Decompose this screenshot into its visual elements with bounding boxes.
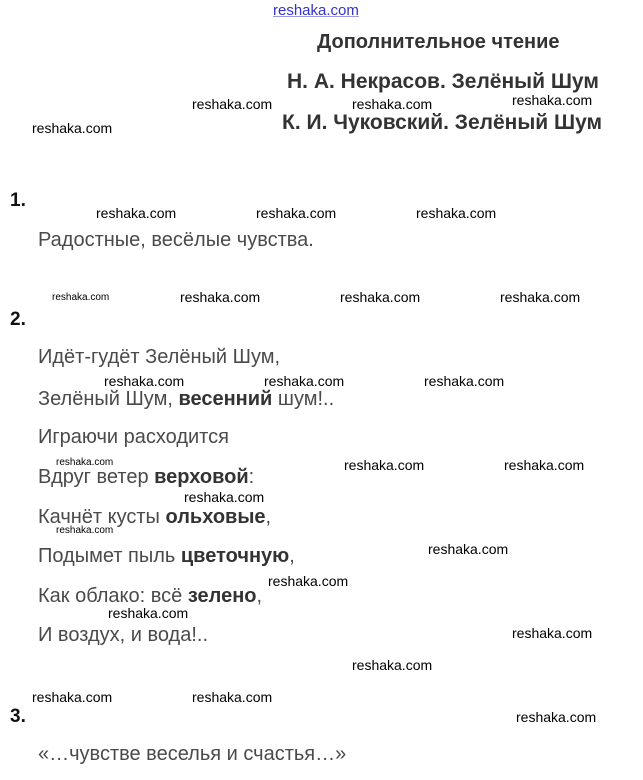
highlighted-word: зелено <box>187 585 257 607</box>
watermark: reshaka.com <box>504 457 585 473</box>
watermark: reshaka.com <box>264 373 345 389</box>
poem-line: Качнёт кусты ольховые, <box>38 506 272 528</box>
watermark: reshaka.com <box>256 205 337 221</box>
header-line-chukovsky: К. И. Чуковский. Зелёный Шум <box>282 111 603 134</box>
watermark: reshaka.com <box>96 205 177 221</box>
poem-line: Подымет пыль цветочную, <box>38 545 295 567</box>
watermark: reshaka.com <box>416 205 497 221</box>
watermark: reshaka.com <box>32 120 113 136</box>
watermark: reshaka.com <box>52 292 110 303</box>
poem-line: Зелёный Шум, весенний шум!.. <box>38 388 335 410</box>
watermark: reshaka.com <box>56 525 114 536</box>
watermark: reshaka.com <box>56 457 114 468</box>
poem-line: И воздух, и вода!.. <box>38 624 209 646</box>
answer-text-3: «…чувстве веселья и счастья…» <box>38 743 347 765</box>
watermark: reshaka.com <box>512 92 593 108</box>
highlighted-word: ольховые <box>165 506 266 528</box>
watermark: reshaka.com <box>424 373 505 389</box>
highlighted-word: верховой <box>154 466 249 488</box>
poem-line: Как облако: всё зелено, <box>38 585 263 607</box>
highlighted-word: цветочную <box>180 545 290 567</box>
site-link[interactable]: reshaka.com <box>273 2 359 19</box>
section-title: Дополнительное чтение <box>317 31 560 53</box>
watermark: reshaka.com <box>344 457 425 473</box>
watermark: reshaka.com <box>516 709 597 725</box>
watermark: reshaka.com <box>512 625 593 641</box>
watermark: reshaka.com <box>352 96 433 112</box>
watermark: reshaka.com <box>352 657 433 673</box>
watermark: reshaka.com <box>340 289 421 305</box>
watermark: reshaka.com <box>268 573 349 589</box>
poem-line: Играючи расходится <box>38 426 229 448</box>
poem-line: Вдруг ветер верховой: <box>38 466 255 488</box>
watermark: reshaka.com <box>500 289 581 305</box>
watermark: reshaka.com <box>108 605 189 621</box>
highlighted-word: весенний <box>178 388 273 410</box>
watermark: reshaka.com <box>192 689 273 705</box>
answer-number-3: 3. <box>10 706 26 727</box>
watermark: reshaka.com <box>180 289 261 305</box>
answer-text-1: Радостные, весёлые чувства. <box>38 229 314 251</box>
answer-number-2: 2. <box>10 309 26 330</box>
watermark: reshaka.com <box>104 373 185 389</box>
header-line-nekrasov: Н. А. Некрасов. Зелёный Шум <box>287 70 599 93</box>
poem-line: Идёт-гудёт Зелёный Шум, <box>38 346 281 368</box>
watermark: reshaka.com <box>184 489 265 505</box>
answer-number-1: 1. <box>10 190 26 211</box>
watermark: reshaka.com <box>32 689 113 705</box>
watermark: reshaka.com <box>428 541 509 557</box>
watermark: reshaka.com <box>192 96 273 112</box>
